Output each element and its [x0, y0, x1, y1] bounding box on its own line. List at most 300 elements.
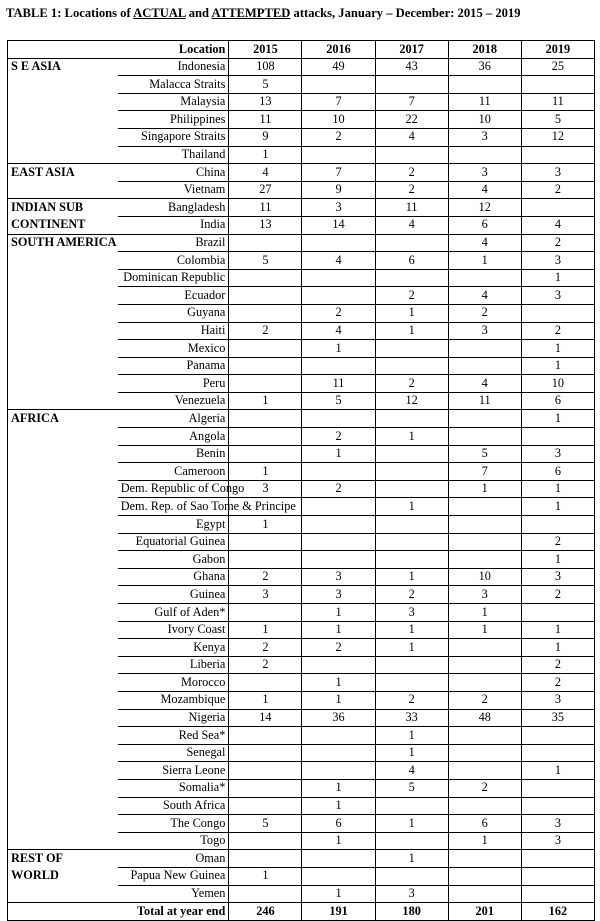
- value-cell: [302, 744, 375, 762]
- location-cell: Colombia: [118, 252, 229, 270]
- location-cell: South Africa: [118, 797, 229, 815]
- value-cell: [302, 76, 375, 94]
- value-cell: 6: [521, 463, 594, 481]
- caption-attempted: ATTEMPTED: [211, 6, 291, 20]
- location-cell: Brazil: [118, 234, 229, 252]
- table-row: [8, 58, 595, 76]
- value-cell: 3: [302, 199, 375, 217]
- value-cell: 6: [521, 392, 594, 410]
- table-row: [8, 797, 595, 815]
- value-cell: 2: [448, 691, 521, 709]
- value-cell: 1: [302, 621, 375, 639]
- value-cell: 5: [302, 392, 375, 410]
- value-cell: [302, 727, 375, 745]
- total-row: [8, 903, 595, 921]
- value-cell: 7: [302, 164, 375, 182]
- value-cell: 4: [448, 287, 521, 305]
- table-row: [8, 111, 595, 129]
- region-label: [8, 656, 118, 674]
- value-cell: 2: [375, 586, 448, 604]
- value-cell: [448, 850, 521, 868]
- caption-suffix: attacks, January – December: 2015 – 2019: [290, 6, 521, 20]
- table-row: [8, 621, 595, 639]
- total-region-cell: [8, 903, 118, 921]
- value-cell: 13: [229, 216, 302, 234]
- value-cell: 1: [302, 885, 375, 903]
- value-cell: 14: [302, 216, 375, 234]
- region-label: WORLD: [8, 867, 118, 885]
- value-cell: 1: [229, 516, 302, 534]
- header-row: [8, 41, 595, 59]
- value-cell: 3: [229, 586, 302, 604]
- year-header: 2016: [302, 41, 375, 59]
- location-cell: Ecuador: [118, 287, 229, 305]
- location-cell: Haiti: [118, 322, 229, 340]
- value-cell: 1: [521, 269, 594, 287]
- location-cell: The Congo: [118, 815, 229, 833]
- table-row: [8, 146, 595, 164]
- value-cell: 9: [229, 128, 302, 146]
- location-cell: Morocco: [118, 674, 229, 692]
- location-cell: Dem. Rep. of Sao Tome & Principe: [118, 498, 229, 516]
- value-cell: 5: [375, 779, 448, 797]
- value-cell: 1: [302, 340, 375, 358]
- value-cell: [448, 797, 521, 815]
- value-cell: 2: [521, 533, 594, 551]
- location-header: Location: [118, 41, 229, 59]
- region-label: [8, 779, 118, 797]
- value-cell: 1: [229, 146, 302, 164]
- value-cell: 43: [375, 58, 448, 76]
- value-cell: 11: [375, 199, 448, 217]
- region-label: [8, 463, 118, 481]
- total-value: 162: [521, 903, 594, 921]
- value-cell: 2: [229, 656, 302, 674]
- value-cell: 1: [229, 463, 302, 481]
- region-label: REST OF: [8, 850, 118, 868]
- location-cell: Mozambique: [118, 691, 229, 709]
- table-row: [8, 656, 595, 674]
- total-value: 180: [375, 903, 448, 921]
- value-cell: 1: [375, 322, 448, 340]
- value-cell: [375, 551, 448, 569]
- region-label: [8, 621, 118, 639]
- value-cell: [521, 797, 594, 815]
- table-row: [8, 885, 595, 903]
- table-row: [8, 762, 595, 780]
- value-cell: 1: [521, 639, 594, 657]
- location-cell: Benin: [118, 445, 229, 463]
- value-cell: 1: [302, 832, 375, 850]
- location-cell: Egypt: [118, 516, 229, 534]
- value-cell: 2: [521, 586, 594, 604]
- value-cell: 3: [302, 586, 375, 604]
- value-cell: [375, 410, 448, 428]
- value-cell: [229, 287, 302, 305]
- value-cell: 12: [521, 128, 594, 146]
- value-cell: [375, 480, 448, 498]
- value-cell: 36: [302, 709, 375, 727]
- region-label: [8, 709, 118, 727]
- value-cell: [448, 269, 521, 287]
- region-label: [8, 181, 118, 199]
- value-cell: 1: [375, 621, 448, 639]
- location-cell: Ghana: [118, 568, 229, 586]
- location-cell: Cameroon: [118, 463, 229, 481]
- value-cell: 3: [521, 815, 594, 833]
- value-cell: [375, 797, 448, 815]
- value-cell: 2: [302, 304, 375, 322]
- value-cell: 3: [521, 445, 594, 463]
- value-cell: [302, 850, 375, 868]
- region-label: [8, 128, 118, 146]
- value-cell: 1: [521, 340, 594, 358]
- value-cell: [375, 357, 448, 375]
- table-row: [8, 410, 595, 428]
- region-label: SOUTH AMERICA: [8, 234, 118, 252]
- region-label: [8, 357, 118, 375]
- region-label: [8, 375, 118, 393]
- value-cell: 7: [302, 93, 375, 111]
- location-cell: Malaysia: [118, 93, 229, 111]
- location-cell: Gulf of Aden*: [118, 604, 229, 622]
- value-cell: 36: [448, 58, 521, 76]
- value-cell: [375, 340, 448, 358]
- location-cell: Gabon: [118, 551, 229, 569]
- region-label: [8, 885, 118, 903]
- value-cell: 25: [521, 58, 594, 76]
- table-row: [8, 357, 595, 375]
- value-cell: [448, 674, 521, 692]
- value-cell: 1: [521, 410, 594, 428]
- value-cell: 1: [375, 498, 448, 516]
- region-header: [8, 41, 118, 59]
- table-row: [8, 287, 595, 305]
- region-label: [8, 691, 118, 709]
- value-cell: [302, 269, 375, 287]
- value-cell: [448, 76, 521, 94]
- table-row: [8, 867, 595, 885]
- region-label: [8, 76, 118, 94]
- value-cell: 7: [448, 463, 521, 481]
- location-cell: Dominican Republic: [118, 269, 229, 287]
- value-cell: 1: [302, 691, 375, 709]
- value-cell: [448, 533, 521, 551]
- value-cell: [521, 516, 594, 534]
- value-cell: 10: [448, 111, 521, 129]
- value-cell: [229, 234, 302, 252]
- value-cell: [229, 727, 302, 745]
- value-cell: [521, 76, 594, 94]
- value-cell: [302, 410, 375, 428]
- region-label: [8, 428, 118, 446]
- region-label: [8, 322, 118, 340]
- region-label: S E ASIA: [8, 58, 118, 76]
- value-cell: 11: [448, 93, 521, 111]
- value-cell: 1: [375, 815, 448, 833]
- value-cell: 4: [448, 181, 521, 199]
- location-cell: Red Sea*: [118, 727, 229, 745]
- region-label: [8, 498, 118, 516]
- region-label: EAST ASIA: [8, 164, 118, 182]
- value-cell: 3: [375, 604, 448, 622]
- value-cell: 4: [302, 252, 375, 270]
- value-cell: 1: [448, 480, 521, 498]
- value-cell: [448, 744, 521, 762]
- total-value: 246: [229, 903, 302, 921]
- table-row: [8, 744, 595, 762]
- value-cell: 1: [375, 568, 448, 586]
- total-label: Total at year end: [118, 903, 229, 921]
- value-cell: [229, 797, 302, 815]
- value-cell: [448, 516, 521, 534]
- value-cell: 10: [302, 111, 375, 129]
- value-cell: 2: [521, 234, 594, 252]
- table-row: [8, 604, 595, 622]
- value-cell: [448, 498, 521, 516]
- location-cell: Yemen: [118, 885, 229, 903]
- location-cell: Algeria: [118, 410, 229, 428]
- value-cell: 2: [521, 674, 594, 692]
- value-cell: [448, 656, 521, 674]
- region-label: [8, 392, 118, 410]
- value-cell: [375, 269, 448, 287]
- caption-and: and: [185, 6, 212, 20]
- value-cell: [229, 357, 302, 375]
- value-cell: 2: [375, 287, 448, 305]
- value-cell: 2: [302, 480, 375, 498]
- value-cell: 1: [448, 832, 521, 850]
- value-cell: 1: [375, 727, 448, 745]
- location-cell: Singapore Straits: [118, 128, 229, 146]
- value-cell: 2: [375, 375, 448, 393]
- value-cell: 1: [375, 428, 448, 446]
- value-cell: 1: [302, 674, 375, 692]
- value-cell: 3: [521, 287, 594, 305]
- value-cell: [302, 234, 375, 252]
- value-cell: 2: [302, 428, 375, 446]
- table-row: [8, 639, 595, 657]
- table-row: [8, 216, 595, 234]
- value-cell: 1: [521, 762, 594, 780]
- value-cell: [229, 779, 302, 797]
- value-cell: 6: [302, 815, 375, 833]
- value-cell: [375, 463, 448, 481]
- region-label: CONTINENT: [8, 216, 118, 234]
- table-row: [8, 586, 595, 604]
- region-label: AFRICA: [8, 410, 118, 428]
- value-cell: 3: [375, 885, 448, 903]
- value-cell: 4: [448, 234, 521, 252]
- year-header: 2019: [521, 41, 594, 59]
- value-cell: 1: [229, 392, 302, 410]
- value-cell: 6: [375, 252, 448, 270]
- region-label: [8, 269, 118, 287]
- table-row: [8, 480, 595, 498]
- value-cell: 2: [521, 181, 594, 199]
- table-row: [8, 779, 595, 797]
- table-row: [8, 128, 595, 146]
- value-cell: 7: [375, 93, 448, 111]
- value-cell: 3: [448, 586, 521, 604]
- value-cell: [521, 146, 594, 164]
- value-cell: 4: [375, 762, 448, 780]
- value-cell: 2: [302, 128, 375, 146]
- location-cell: Liberia: [118, 656, 229, 674]
- value-cell: [448, 428, 521, 446]
- value-cell: 1: [302, 779, 375, 797]
- value-cell: 1: [375, 850, 448, 868]
- value-cell: 2: [229, 322, 302, 340]
- region-label: [8, 551, 118, 569]
- value-cell: 1: [302, 445, 375, 463]
- value-cell: [229, 533, 302, 551]
- value-cell: 4: [375, 128, 448, 146]
- value-cell: 3: [521, 164, 594, 182]
- region-label: INDIAN SUB: [8, 199, 118, 217]
- region-label: [8, 516, 118, 534]
- table-row: [8, 709, 595, 727]
- value-cell: [375, 867, 448, 885]
- value-cell: 4: [302, 322, 375, 340]
- value-cell: 5: [229, 76, 302, 94]
- value-cell: 2: [521, 656, 594, 674]
- table-row: [8, 269, 595, 287]
- value-cell: [229, 445, 302, 463]
- value-cell: 1: [521, 621, 594, 639]
- location-cell: Panama: [118, 357, 229, 375]
- location-cell: Angola: [118, 428, 229, 446]
- table-row: [8, 727, 595, 745]
- table-row: [8, 428, 595, 446]
- value-cell: 2: [448, 304, 521, 322]
- value-cell: 10: [448, 568, 521, 586]
- value-cell: [229, 375, 302, 393]
- value-cell: 3: [448, 164, 521, 182]
- location-cell: Sierra Leone: [118, 762, 229, 780]
- value-cell: 1: [375, 744, 448, 762]
- value-cell: [302, 498, 375, 516]
- value-cell: [302, 287, 375, 305]
- value-cell: 5: [521, 111, 594, 129]
- value-cell: 11: [229, 111, 302, 129]
- value-cell: [375, 674, 448, 692]
- value-cell: 1: [302, 797, 375, 815]
- table-row: [8, 252, 595, 270]
- value-cell: [302, 146, 375, 164]
- table-row: [8, 340, 595, 358]
- value-cell: 3: [521, 691, 594, 709]
- value-cell: 11: [521, 93, 594, 111]
- value-cell: [375, 445, 448, 463]
- value-cell: 1: [448, 604, 521, 622]
- value-cell: 12: [448, 199, 521, 217]
- region-label: [8, 93, 118, 111]
- value-cell: [302, 533, 375, 551]
- value-cell: 3: [302, 568, 375, 586]
- value-cell: [229, 762, 302, 780]
- value-cell: [521, 304, 594, 322]
- value-cell: 10: [521, 375, 594, 393]
- value-cell: [521, 744, 594, 762]
- value-cell: 35: [521, 709, 594, 727]
- location-cell: Thailand: [118, 146, 229, 164]
- table-row: [8, 516, 595, 534]
- region-label: [8, 568, 118, 586]
- value-cell: [521, 867, 594, 885]
- value-cell: 4: [448, 375, 521, 393]
- value-cell: 1: [302, 604, 375, 622]
- value-cell: 12: [375, 392, 448, 410]
- table-row: [8, 164, 595, 182]
- region-label: [8, 727, 118, 745]
- region-label: [8, 832, 118, 850]
- table-row: [8, 551, 595, 569]
- region-label: [8, 815, 118, 833]
- value-cell: 1: [229, 867, 302, 885]
- table-row: [8, 304, 595, 322]
- value-cell: 2: [375, 181, 448, 199]
- value-cell: 1: [448, 621, 521, 639]
- table-row: [8, 832, 595, 850]
- value-cell: [448, 727, 521, 745]
- table-row: [8, 76, 595, 94]
- value-cell: [448, 340, 521, 358]
- value-cell: [448, 551, 521, 569]
- table-row: [8, 463, 595, 481]
- value-cell: 4: [375, 216, 448, 234]
- location-cell: Philippines: [118, 111, 229, 129]
- value-cell: 4: [229, 164, 302, 182]
- value-cell: 11: [448, 392, 521, 410]
- table-row: [8, 674, 595, 692]
- location-cell: Indonesia: [118, 58, 229, 76]
- value-cell: 14: [229, 709, 302, 727]
- value-cell: 22: [375, 111, 448, 129]
- location-cell: Mexico: [118, 340, 229, 358]
- table-row: [8, 322, 595, 340]
- table-row: [8, 568, 595, 586]
- value-cell: 2: [229, 639, 302, 657]
- location-cell: Senegal: [118, 744, 229, 762]
- value-cell: [521, 428, 594, 446]
- table-row: [8, 234, 595, 252]
- value-cell: 3: [521, 832, 594, 850]
- value-cell: [448, 146, 521, 164]
- table-row: [8, 392, 595, 410]
- region-label: [8, 340, 118, 358]
- value-cell: 2: [229, 568, 302, 586]
- total-value: 201: [448, 903, 521, 921]
- caption-prefix: TABLE 1: Locations of: [6, 6, 134, 20]
- location-cell: Vietnam: [118, 181, 229, 199]
- value-cell: [448, 410, 521, 428]
- year-header: 2018: [448, 41, 521, 59]
- value-cell: [229, 340, 302, 358]
- region-label: [8, 111, 118, 129]
- value-cell: [302, 656, 375, 674]
- value-cell: 3: [448, 322, 521, 340]
- location-cell: Kenya: [118, 639, 229, 657]
- location-cell: Equatorial Guinea: [118, 533, 229, 551]
- value-cell: 1: [521, 357, 594, 375]
- value-cell: 2: [375, 164, 448, 182]
- value-cell: 1: [448, 252, 521, 270]
- table-row: [8, 533, 595, 551]
- value-cell: [229, 832, 302, 850]
- table-row: [8, 181, 595, 199]
- value-cell: [448, 762, 521, 780]
